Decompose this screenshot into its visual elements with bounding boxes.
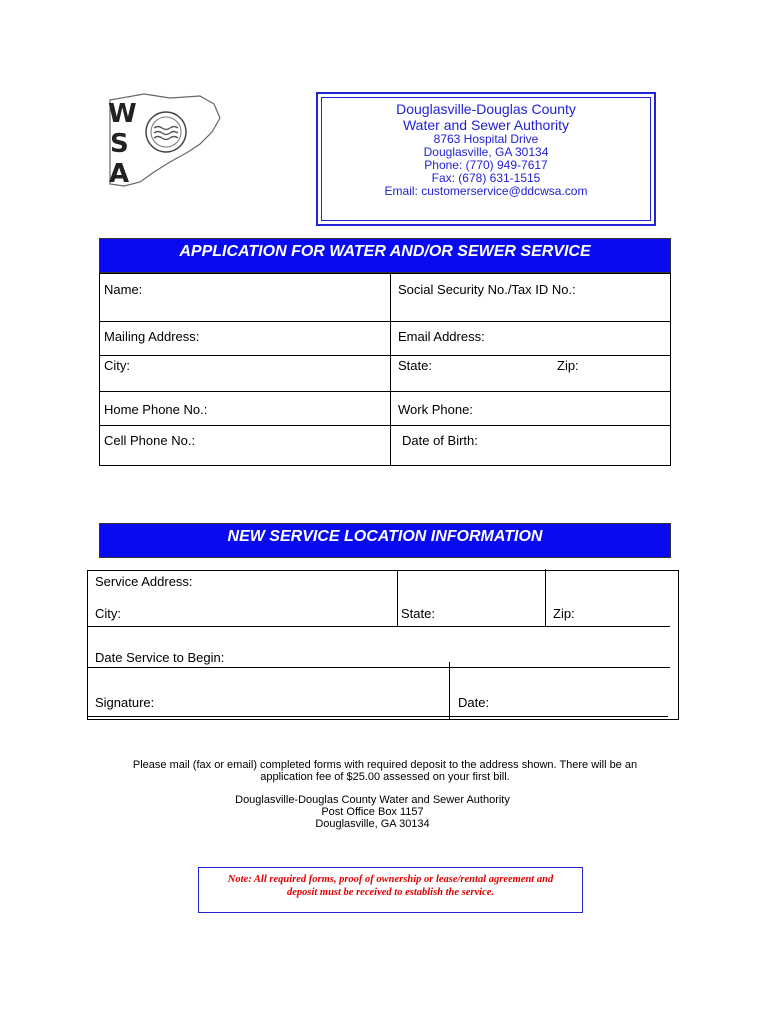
contact-header-inner-border — [321, 97, 651, 221]
location-row-line — [88, 667, 670, 668]
wsa-logo-icon — [104, 92, 222, 188]
logo-letter-a: A — [109, 159, 130, 188]
instructions — [90, 759, 680, 783]
email-address-field[interactable]: Email Address: — [398, 329, 485, 344]
table-row-line — [100, 321, 670, 322]
instructions-line2: application fee of $25.00 assessed on your first bill. — [260, 771, 510, 783]
date-service-begin-field[interactable]: Date Service to Begin: — [95, 650, 225, 665]
mail-line3: Douglasville, GA 30134 — [315, 818, 430, 830]
org-fax: Fax: (678) 631-1515 — [431, 171, 541, 185]
table-divider — [390, 274, 391, 465]
org-address1: 8763 Hospital Drive — [433, 132, 539, 146]
org-address2: Douglasville, GA 30134 — [423, 145, 549, 159]
note-box — [198, 867, 583, 913]
mail-line1: Douglasville-Douglas County Water and Sewer Authority — [235, 794, 510, 806]
signature-date-field[interactable]: Date: — [458, 695, 490, 710]
applicant-info-table — [99, 273, 671, 466]
ssn-field[interactable]: Social Security No./Tax ID No.: — [398, 282, 576, 297]
org-name-line1: Douglasville-Douglas County — [396, 101, 576, 117]
logo-letter-s: S — [110, 129, 129, 159]
table-row-line — [100, 425, 670, 426]
mailing-address-field[interactable]: Mailing Address: — [104, 329, 200, 344]
service-address-field[interactable]: Service Address: — [95, 574, 193, 589]
home-phone-field[interactable]: Home Phone No.: — [104, 402, 208, 417]
service-location-box — [87, 570, 679, 720]
mail-line2: Post Office Box 1157 — [321, 806, 424, 818]
state-field[interactable]: State: — [398, 358, 432, 373]
application-title: APPLICATION FOR WATER AND/OR SEWER SERVICE — [179, 243, 591, 260]
name-field[interactable]: Name: — [104, 282, 143, 297]
table-row-line — [100, 391, 670, 392]
note-line1: Note: All required forms, proof of ownership or lease/rental agreement and — [227, 874, 554, 885]
date-of-birth-field[interactable]: Date of Birth: — [402, 433, 478, 448]
org-email: Email: customerservice@ddcwsa.com — [384, 184, 588, 198]
location-row-line — [88, 626, 670, 627]
cell-phone-field[interactable]: Cell Phone No.: — [104, 433, 196, 448]
service-state-field[interactable]: State: — [401, 606, 435, 621]
org-name-line2: Water and Sewer Authority — [402, 117, 569, 133]
org-phone: Phone: (770) 949-7617 — [424, 158, 548, 172]
mailing-address-block — [90, 794, 655, 830]
location-title: NEW SERVICE LOCATION INFORMATION — [227, 528, 543, 545]
table-row-line — [100, 355, 670, 356]
zip-field[interactable]: Zip: — [557, 358, 579, 373]
service-city-field[interactable]: City: — [95, 606, 121, 621]
note-line2: deposit must be received to establish the service. — [286, 887, 495, 898]
location-title-banner — [99, 523, 671, 558]
logo-letter-w: W — [108, 99, 137, 129]
signature-field[interactable]: Signature: — [95, 695, 155, 710]
service-zip-field[interactable]: Zip: — [553, 606, 575, 621]
application-title-banner — [99, 238, 671, 273]
city-field[interactable]: City: — [104, 358, 130, 373]
location-divider — [449, 662, 450, 719]
location-divider — [545, 569, 546, 627]
location-divider — [397, 571, 398, 627]
contact-header-box — [316, 92, 656, 226]
location-row-line — [88, 716, 668, 717]
instructions-line1: Please mail (fax or email) completed forms with required deposit to the address shown. There will be an — [132, 759, 638, 771]
work-phone-field[interactable]: Work Phone: — [398, 402, 473, 417]
